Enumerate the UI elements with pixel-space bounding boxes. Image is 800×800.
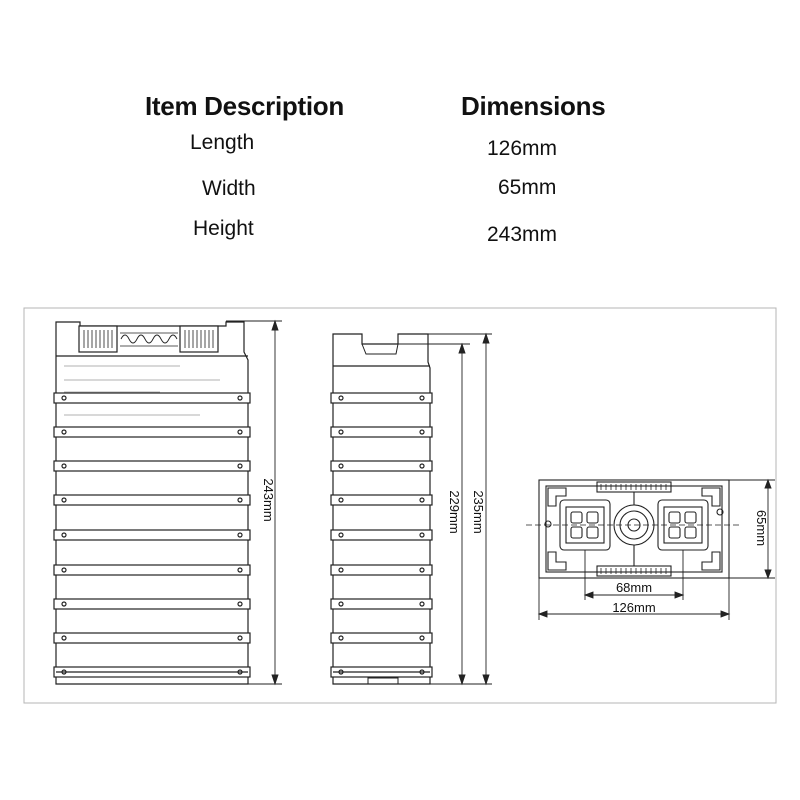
item-description-header: Item Description [145, 91, 344, 121]
side-band [331, 633, 432, 643]
side-band [331, 393, 432, 403]
row-width-value: 65mm [498, 176, 557, 199]
row-length-value: 126mm [487, 137, 558, 160]
side-band [331, 427, 432, 437]
front-view [54, 322, 250, 684]
side-band [331, 530, 432, 540]
front-band [54, 599, 250, 609]
front-band [54, 633, 250, 643]
side-band [331, 599, 432, 609]
top-width-label: 65mm [754, 509, 769, 547]
side-band [331, 495, 432, 505]
front-height-label: 243mm [261, 478, 276, 522]
front-band [54, 495, 250, 505]
front-band [54, 530, 250, 540]
terminal-spacing-label: 68mm [615, 580, 653, 595]
front-band [54, 461, 250, 471]
front-band [54, 565, 250, 575]
front-band [54, 393, 250, 403]
top-view [526, 480, 742, 578]
row-length-label: Length [190, 131, 255, 154]
dimensions-header: Dimensions [461, 91, 606, 121]
side-inner-height-label: 229mm [447, 490, 462, 534]
row-height-label: Height [193, 217, 254, 240]
top-length-label: 126mm [612, 600, 656, 615]
side-band [331, 565, 432, 575]
front-band [54, 427, 250, 437]
side-band [331, 461, 432, 471]
side-outer-height-label: 235mm [471, 490, 486, 534]
row-height-value: 243mm [487, 223, 558, 246]
row-width-label: Width [202, 177, 256, 200]
side-view [331, 334, 432, 684]
